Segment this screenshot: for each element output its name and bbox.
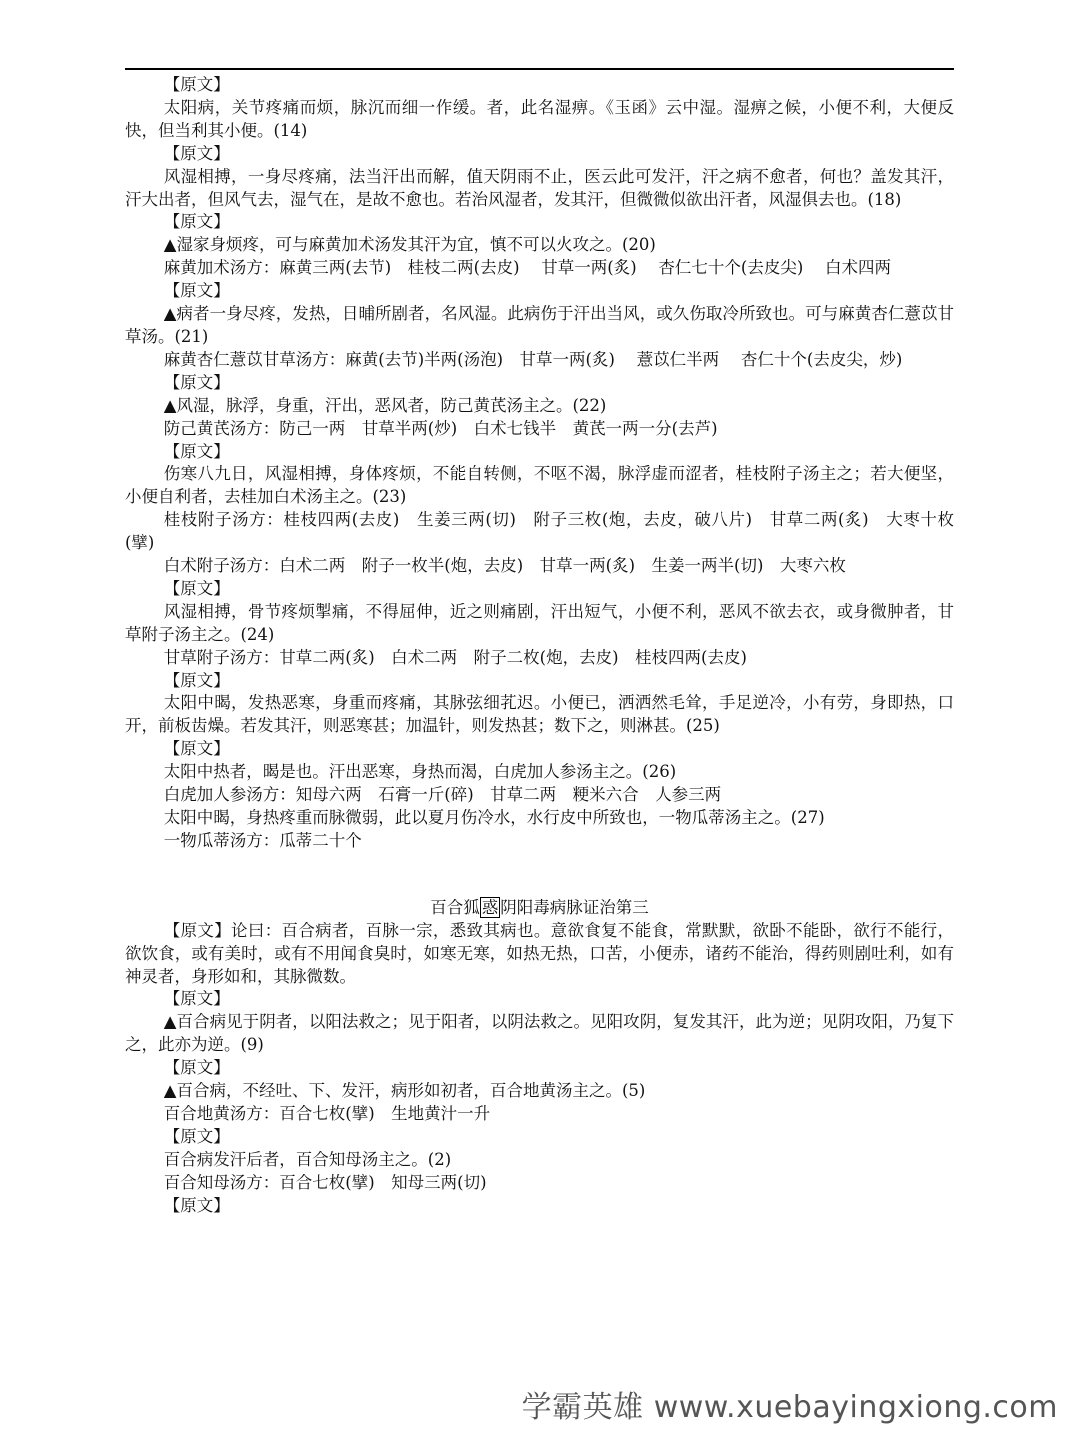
paragraph: ▲病者一身尽疼，发热，日晡所剧者，名风湿。此病伤于汗出当风，或久伤取冷所致也。可与麻黄杏仁薏苡甘草汤。(21): [125, 304, 954, 346]
paragraph: 麻黄杏仁薏苡甘草汤方：麻黄(去节)半两(汤泡) 甘草一两(炙) 薏苡仁半两 杏仁十个(去皮尖，炒): [163, 349, 903, 369]
paragraph: 太阳中暍，身热疼重而脉微弱，此以夏月伤冷水，水行皮中所致也，一物瓜蒂汤主之。(27): [163, 808, 825, 827]
paragraph: 【原文】: [163, 1058, 230, 1078]
section-title-after: 阴阳毒病脉证治第三: [500, 897, 649, 917]
paragraph: 白虎加人参汤方：知母六两 石膏一斤(碎) 甘草二两 粳米六合 人参三两: [163, 785, 722, 805]
paragraph: ▲湿家身烦疼，可与麻黄加术汤发其汗为宜，慎不可以火攻之。(20): [163, 235, 656, 255]
paragraph: 太阳中暍，发热恶寒，身重而疼痛，其脉弦细芤迟。小便已，洒洒然毛耸，手足逆冷，小有劳，身即热，口开，前板齿燥。若发其汗，则恶寒甚；加温针，则发热甚；数下之，则淋甚。(25): [125, 693, 954, 736]
paragraph: 百合病发汗后者，百合知母汤主之。(2): [163, 1149, 452, 1169]
paragraph: 太阳中热者，暍是也。汗出恶寒，身热而渴，白虎加人参汤主之。(26): [163, 762, 677, 782]
paragraph: 【原文】: [163, 1126, 230, 1146]
section-bai-he: [125, 920, 954, 1218]
document-body: [125, 74, 954, 1218]
paragraph: 【原文】论曰：百合病者，百脉一宗，悉致其病也。意欲食复不能食，常默默，欲卧不能卧，欲行不能行，欲饮食，或有美时，或有不用闻食臭时，如寒无寒，如热无热，口苦，小便赤，诸药不能治，得药则剧吐利，如有神灵者，身形如和，其脉微数。: [125, 920, 954, 986]
paragraph: 【原文】: [163, 670, 230, 690]
paragraph: 【原文】: [163, 281, 230, 301]
paragraph: 风湿相搏，骨节疼烦掣痛，不得屈伸，近之则痛剧，汗出短气，小便不利，恶风不欲去衣，或身微肿者，甘草附子汤主之。(24): [125, 601, 954, 644]
paragraph: 太阳病，关节疼痛而烦，脉沉而细一作缓。者，此名湿痹。《玉函》云中湿。湿痹之候，小便不利，大便反快，但当利其小便。(14): [125, 97, 954, 140]
paragraph: ▲百合病，不经吐、下、发汗，病形如初者，百合地黄汤主之。(5): [163, 1081, 646, 1101]
paragraph: 伤寒八九日，风湿相搏，身体疼烦，不能自转侧，不呕不渴，脉浮虚而涩者，桂枝附子汤主之；若大便坚，小便自利者，去桂加白术汤主之。(23): [125, 464, 954, 507]
paragraph: ▲百合病见于阴者，以阳法救之；见于阳者，以阴法救之。见阳攻阴，复发其汗，此为逆；见阴攻阳，乃复下之，此亦为逆。(9): [125, 1012, 954, 1055]
site-watermark: 学霸英雄 www.xuebayingxiong.com: [521, 1390, 1058, 1425]
header-rule: [125, 68, 954, 70]
paragraph: 白术附子汤方：白术二两 附子一枚半(炮，去皮) 甘草一两(炙) 生姜一两半(切) 大枣六枚: [163, 556, 846, 576]
paragraph: 麻黄加术汤方：麻黄三两(去节) 桂枝二两(去皮) 甘草一两(炙) 杏仁七十个(去皮尖) 白术四两: [163, 258, 891, 278]
paragraph: 【原文】: [163, 212, 230, 232]
paragraph: 风湿相搏，一身尽疼痛，法当汗出而解，值天阴雨不止，医云此可发汗，汗之病不愈者，何也？盖发其汗，汗大出者，但风气去，湿气在，是故不愈也。若治风湿者，发其汗，但微微似欲出汗者，风湿俱去也。(18): [125, 166, 954, 209]
paragraph: 【原文】: [163, 143, 230, 163]
paragraph: 防己黄芪汤方：防己一两 甘草半两(炒) 白术七钱半 黄芪一两一分(去芦): [163, 418, 718, 438]
paragraph: 【原文】: [163, 578, 230, 598]
paragraph: ▲风湿，脉浮，身重，汗出，恶风者，防己黄芪汤主之。(22): [163, 395, 607, 415]
paragraph: 【原文】: [163, 372, 230, 392]
paragraph: 【原文】: [163, 739, 230, 759]
section-shi-bi: [125, 74, 954, 853]
section-title: [125, 897, 954, 920]
paragraph: 【原文】: [163, 989, 230, 1009]
paragraph: 百合知母汤方：百合七枚(擘) 知母三两(切): [163, 1172, 487, 1192]
section-title-before: 百合狐: [430, 897, 480, 917]
paragraph: 一物瓜蒂汤方：瓜蒂二十个: [163, 830, 362, 850]
paragraph: 甘草附子汤方：甘草二两(炙) 白术二两 附子二枚(炮，去皮) 桂枝四两(去皮): [163, 647, 747, 667]
paragraph: 【原文】: [163, 441, 230, 461]
section-title-boxed-char: 惑: [481, 897, 499, 917]
paragraph: 百合地黄汤方：百合七枚(擘) 生地黄汁一升: [163, 1103, 491, 1123]
paragraph: 桂枝附子汤方：桂枝四两(去皮) 生姜三两(切) 附子三枚(炮，去皮，破八片) 甘草二两(炙) 大枣十枚(擘): [125, 510, 954, 553]
paragraph: 【原文】: [163, 75, 230, 94]
paragraph: 【原文】: [163, 1195, 230, 1215]
